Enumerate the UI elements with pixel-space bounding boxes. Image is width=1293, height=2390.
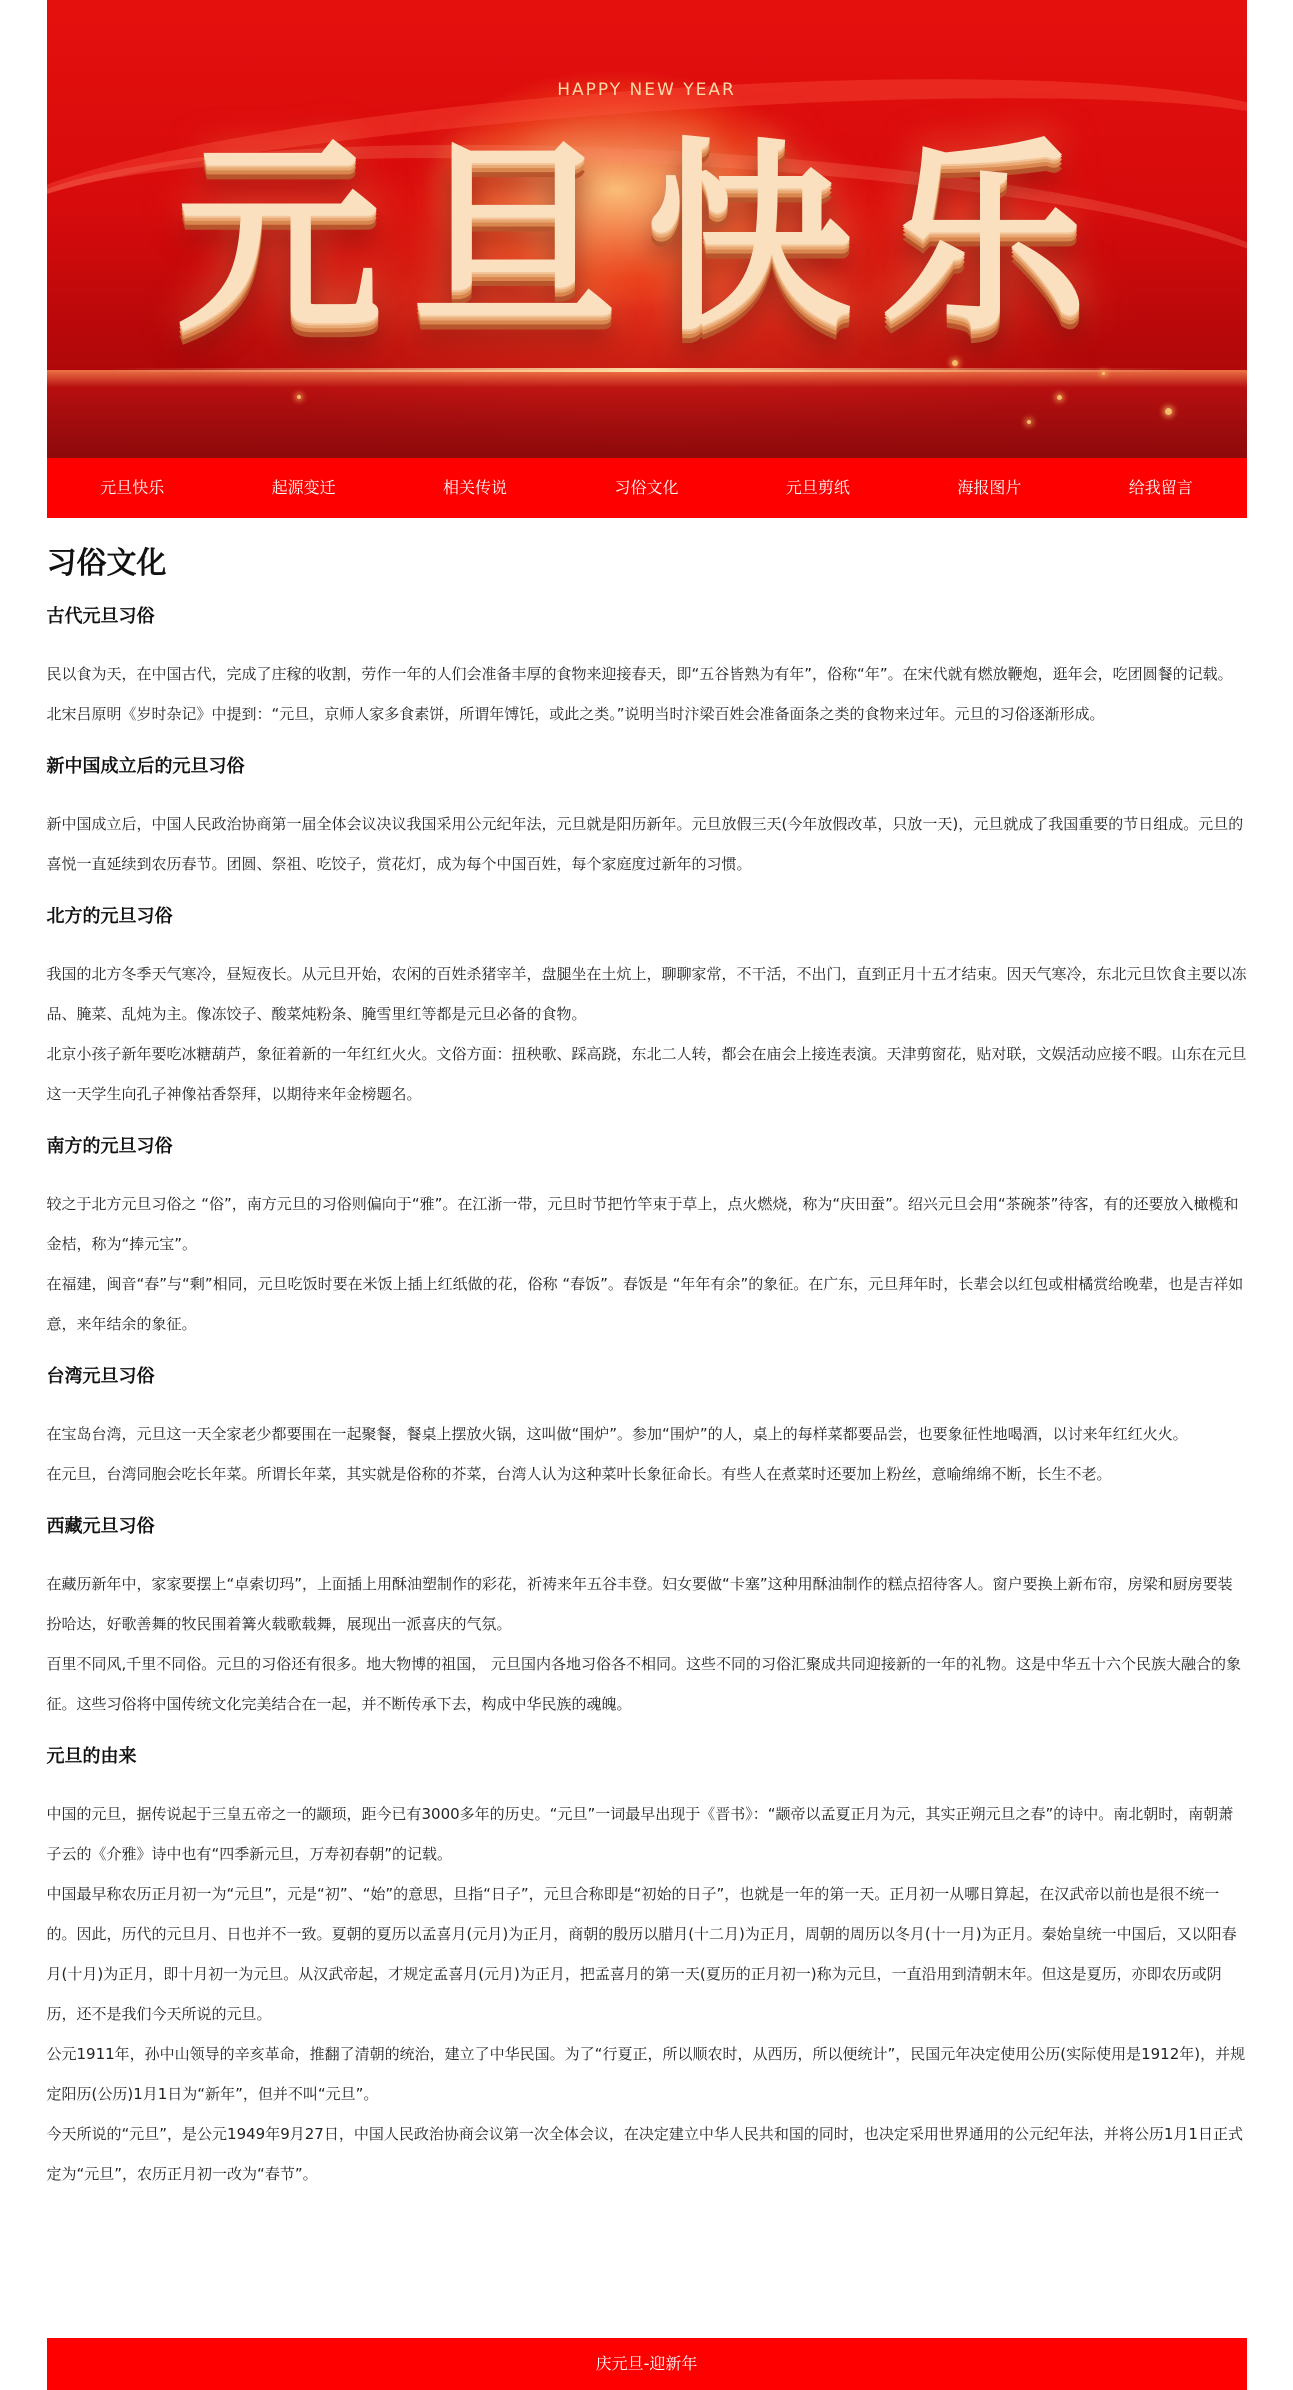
section-title: 新中国成立后的元旦习俗 [46, 756, 245, 777]
sparkle-icon [297, 395, 301, 399]
banner-glow-line [107, 368, 1187, 372]
paragraph: 在元旦，台湾同胞会吃长年菜。所谓长年菜，其实就是俗称的芥菜，台湾人认为这种菜叶长象征命长。有些人在煮菜时还要加上粉丝，意喻绵绵不断，长生不老。 [46, 1465, 1112, 1483]
nav-item-home[interactable]: 元旦快乐 [100, 478, 165, 497]
hero-banner [47, 0, 1247, 458]
section-title: 古代元旦习俗 [46, 606, 155, 627]
section-title: 台湾元旦习俗 [46, 1366, 155, 1387]
section-ancient [47, 604, 1247, 734]
page [46, 0, 1247, 2373]
main-nav [47, 458, 1247, 518]
paragraph: 中国最早称农历正月初一为“元旦”，元是“初”、“始”的意思，旦指“日子”，元旦合称即是“初始的日子”，也就是一年的第一天。正月初一从哪日算起，在汉武帝以前也是很不统一的。因此，历代的元旦月、日也并不一致。夏朝的夏历以孟喜月(元月)为正月，商朝的殷历以腊月(十二月)为正月，周朝的周历以冬月(十一月)为正月。秦始皇统一中国后，又以阳春月(十月)为正月，即十月初一为元旦。从汉武帝起，才规定孟喜月(元月)为正月，把孟喜月的第一天(夏历的正月初一)称为元旦，一直沿用到清朝末年。但这是夏历，亦即农历或阴历，还不是我们今天所说的元旦。 [46, 1885, 1237, 2023]
section-title: 南方的元旦习俗 [46, 1136, 173, 1157]
page-title: 习俗文化 [46, 546, 167, 581]
sparkle-icon [1057, 395, 1062, 400]
paragraph: 公元1911年，孙中山领导的辛亥革命，推翻了清朝的统治，建立了中华民国。为了“行夏正，所以顺农时，从西历，所以便统计”，民国元年决定使用公历(实际使用是1912年)，并规定阳历(公历)1月1日为“新年”，但并不叫“元旦”。 [46, 2045, 1246, 2103]
nav-item-message[interactable]: 给我留言 [1128, 478, 1193, 497]
section-north [47, 904, 1247, 1114]
section-taiwan [47, 1364, 1247, 1494]
paragraph: 我国的北方冬季天气寒冷，昼短夜长。从元旦开始，农闲的百姓杀猪宰羊，盘腿坐在土炕上，聊聊家常，不干活，不出门，直到正月十五才结束。因天气寒冷，东北元旦饮食主要以冻品、腌菜、乱炖为主。像冻饺子、酸菜炖粉条、腌雪里红等都是元旦必备的食物。 [46, 965, 1247, 1023]
paragraph: 北京小孩子新年要吃冰糖葫芦，象征着新的一年红红火火。文俗方面：扭秧歌、踩高跷，东北二人转，都会在庙会上接连表演。天津剪窗花，贴对联，文娱活动应接不暇。山东在元旦这一天学生向孔子神像祜香祭拜，以期待来年金榜题名。 [46, 1045, 1247, 1103]
banner-title: 元旦快乐 [176, 121, 1117, 359]
sparkle-icon [1102, 372, 1105, 375]
paragraph: 在藏历新年中，家家要摆上“卓索切玛”，上面插上用酥油塑制作的彩花，祈祷来年五谷丰登。妇女要做“卡塞”这种用酥油制作的糕点招待客人。窗户要换上新布帘，房梁和厨房要装扮哈达，好歌善舞的牧民围着篝火载歌载舞，展现出一派喜庆的气氛。 [46, 1575, 1233, 1633]
section-title: 北方的元旦习俗 [46, 906, 173, 927]
paragraph: 在福建，闽音“春”与“剩”相同，元旦吃饭时要在米饭上插上红纸做的花，俗称 “春饭”。春饭是 “年年有余”的象征。在广东，元旦拜年时，长辈会以红包或柑橘赏给晚辈，也是吉祥如意，来年结余的象征。 [46, 1275, 1244, 1333]
section-title: 西藏元旦习俗 [46, 1516, 155, 1537]
footer-bar: 庆元旦-迎新年 [47, 2338, 1247, 2390]
banner-kicker: HAPPY NEW YEAR [557, 80, 736, 100]
sparkle-icon [1165, 408, 1172, 415]
section-south [47, 1134, 1247, 1344]
nav-item-papercut[interactable]: 元旦剪纸 [785, 478, 850, 497]
paragraph: 百里不同风,千里不同俗。元旦的习俗还有很多。地大物博的祖国， 元旦国内各地习俗各不相同。这些不同的习俗汇聚成共同迎接新的一年的礼物。这是中华五十六个民族大融合的象征。这些习俗将中国传统文化完美结合在一起，并不断传承下去，构成中华民族的魂魄。 [46, 1655, 1242, 1713]
paragraph: 今天所说的“元旦”，是公元1949年9月27日，中国人民政治协商会议第一次全体会议，在决定建立中华人民共和国的同时，也决定采用世界通用的公元纪年法，并将公历1月1日正式定为“元旦”，农历正月初一改为“春节”。 [46, 2125, 1243, 2183]
sparkle-icon [1027, 420, 1031, 424]
paragraph: 民以食为天，在中国古代，完成了庄稼的收割，劳作一年的人们会准备丰厚的食物来迎接春天，即“五谷皆熟为有年”，俗称“年”。在宋代就有燃放鞭炮，逛年会，吃团圆餐的记载。 [46, 665, 1233, 683]
section-new-china [47, 754, 1247, 884]
paragraph: 中国的元旦，据传说起于三皇五帝之一的颛顼，距今已有3000多年的历史。“元旦”一词最早出现于《晋书》：“颛帝以孟夏正月为元，其实正朔元旦之春”的诗中。南北朝时，南朝萧子云的《介雅》诗中也有“四季新元旦，万寿初春朝”的记载。 [46, 1805, 1234, 1863]
sparkle-icon [952, 360, 958, 366]
nav-item-posters[interactable]: 海报图片 [957, 478, 1022, 497]
main-content [47, 518, 1247, 2194]
banner-stage [47, 370, 1247, 458]
nav-item-customs[interactable]: 习俗文化 [614, 478, 679, 497]
section-tibet [47, 1514, 1247, 1724]
section-title: 元旦的由来 [46, 1746, 137, 1767]
nav-item-legends[interactable]: 相关传说 [443, 478, 508, 497]
section-origin [47, 1744, 1247, 2194]
nav-item-origin[interactable]: 起源变迁 [271, 478, 336, 497]
paragraph: 较之于北方元旦习俗之 “俗”，南方元旦的习俗则偏向于“雅”。在江浙一带，元旦时节把竹竿束于草上，点火燃烧，称为“庆田蚕”。绍兴元旦会用“茶碗茶”待客，有的还要放入橄榄和金桔，称为“捧元宝”。 [46, 1195, 1239, 1253]
paragraph: 新中国成立后，中国人民政治协商第一届全体会议决议我国采用公元纪年法，元旦就是阳历新年。元旦放假三天(今年放假改革，只放一天)，元旦就成了我国重要的节日组成。元旦的喜悦一直延续到农历春节。团圆、祭祖、吃饺子，赏花灯，成为每个中国百姓，每个家庭度过新年的习惯。 [46, 815, 1244, 873]
paragraph: 北宋吕原明《岁时杂记》中提到：“元旦，京师人家多食素饼，所谓年馎饦，或此之类。”说明当时汴梁百姓会准备面条之类的食物来过年。元旦的习俗逐渐形成。 [46, 705, 1105, 723]
paragraph: 在宝岛台湾，元旦这一天全家老少都要围在一起聚餐，餐桌上摆放火锅，这叫做“围炉”。参加“围炉”的人，桌上的每样菜都要品尝，也要象征性地喝酒，以讨来年红红火火。 [46, 1425, 1188, 1443]
